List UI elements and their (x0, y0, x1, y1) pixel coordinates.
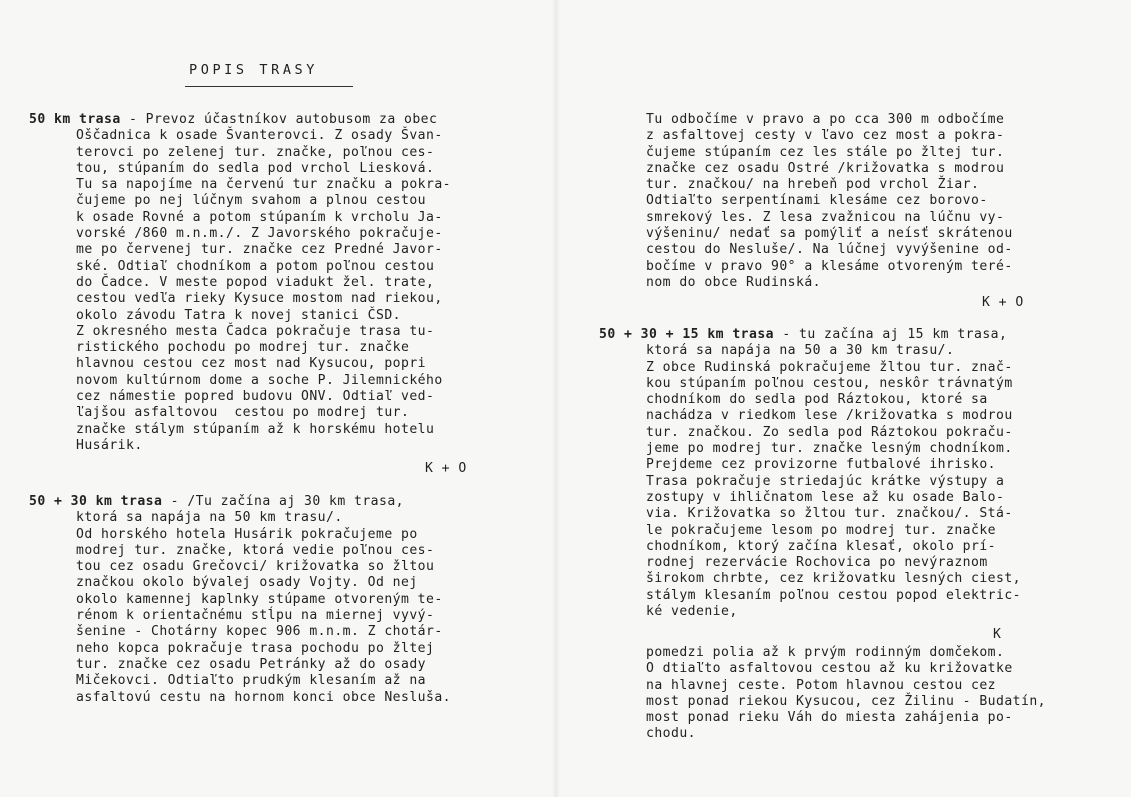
section-first-line-text: - tu začína aj 15 km trasa, (774, 327, 1008, 342)
section-continuation (599, 112, 1013, 291)
text-line: Z obce Rudinská pokračujeme žltou tur. znač- (646, 359, 1013, 375)
text-line: vorské /860 m.n.m./. Z Javorského pokračuje- (76, 226, 443, 242)
text-line: O dtiaľto asfaltovou cestou až ku križovatke (646, 661, 1013, 677)
route-mark: K + O (425, 461, 467, 476)
section-50-km (29, 112, 451, 454)
text-line: Z okresného mesta Čadca pokračuje trasa tu- (76, 323, 435, 339)
section-body (599, 343, 1021, 620)
text-line: tur. značke cez osadu Petránky až do osady (76, 656, 426, 672)
page-title: POPIS TRASY (189, 62, 319, 78)
text-line: Tu sa napojíme na červenú tur značku a pokra- (76, 177, 451, 193)
title-underline (185, 86, 353, 87)
text-line: chodníkom do sedla pod Ráztokou, ktoré sa (646, 392, 988, 408)
text-line: ristického pochodu po modrej tur. značke (76, 340, 410, 356)
text-line: stálym klesaním poľnou cestou popod elektric- (646, 587, 1021, 603)
text-line: ské. Odtiaľ chodníkom a potom poľnou cestou (76, 258, 435, 274)
text-line: Trasa pokračuje striedajúc krátke výstupy a (646, 473, 1005, 489)
text-line: terovci po zelenej tur. značke, poľnou ces- (76, 144, 435, 160)
text-line: me po červenej tur. značke cez Predné Javor- (76, 242, 443, 258)
section-heading: 50 km trasa (29, 112, 121, 127)
route-mark: K + O (982, 295, 1024, 310)
text-line: via. Križovatka so žltou tur. značkou/. Stá- (646, 506, 1013, 522)
text-line: tur. značkou/ na hrebeň pod vrchol Žiar. (646, 177, 980, 193)
text-line: tur. značkou. Zo sedla pod Ráztokou pokraču- (646, 424, 1013, 440)
text-line: k osade Rovné a potom stúpaním k vrcholu Ja- (76, 209, 443, 225)
text-line: Odtiaľto serpentínami klesáme cez borovo- (646, 193, 988, 209)
text-line: smrekový les. Z lesa zvažnicou na lúčnu vy- (646, 209, 1005, 225)
right-page (556, 0, 1131, 797)
text-line: nom do obce Rudinská. (646, 274, 821, 290)
section-first-line (599, 327, 1021, 343)
text-line: bočíme v pravo 90° a klesáme otvoreným teré- (646, 258, 1013, 274)
text-line: z asfaltovej cesty v ľavo cez most a pokra- (646, 128, 1005, 144)
section-body (29, 510, 451, 706)
text-line: asfaltovú cestu na hornom konci obce Nesluša. (76, 689, 451, 705)
text-line: čujeme stúpaním cez les stále po žltej tur. (646, 144, 1005, 160)
text-line: Tu odbočíme v pravo a po cca 300 m odbočíme (646, 112, 1005, 127)
section-heading: 50 + 30 km trasa (29, 494, 163, 509)
section-final-lines (599, 645, 1046, 743)
text-line: jeme po modrej tur. značke lesným chodníkom. (646, 441, 1013, 457)
text-line: výšeninu/ nedať sa pomýliť a neísť skrátenou (646, 226, 1013, 242)
text-line: na hlavnej ceste. Potom hlavnou cestou cez (646, 677, 996, 693)
section-body (599, 645, 1046, 743)
section-first-line-text: - /Tu začína aj 30 km trasa, (162, 494, 405, 509)
text-line: neho kopca pokračuje trasa pochodu po žltej (76, 640, 435, 656)
text-line: značke stálym stúpaním až k horskému hotelu (76, 421, 435, 437)
section-body (599, 112, 1013, 291)
text-line: chodu. (646, 726, 696, 742)
section-first-line-text: - Prevoz účastníkov autobusom za obec (120, 112, 438, 127)
text-line: ktorá sa napája na 50 km trasu/. (76, 510, 343, 526)
left-page (0, 0, 556, 797)
text-line: širokom chrbte, cez križovatku lesných ciest, (646, 571, 1021, 587)
text-line: kou stúpaním poľnou cestou, neskôr trávnatým (646, 375, 1013, 391)
text-line: Husárik. (76, 437, 143, 453)
text-line: cez námestie popred budovu ONV. Odtiaľ ved- (76, 389, 435, 405)
section-first-line (29, 494, 451, 510)
text-line: ľajšou asfaltovou cestou po modrej tur. (76, 405, 410, 421)
text-line: ké vedenie, (646, 604, 738, 620)
text-line: rénom k orientačnému stĺpu na miernej vyvý- (76, 608, 435, 624)
text-line: cestou do Nesluše/. Na lúčnej vyvýšenine od- (646, 242, 1013, 258)
section-body (29, 128, 451, 454)
section-first-line (29, 112, 451, 128)
text-line: značke cez osadu Ostré /križovatka s modrou (646, 160, 1005, 176)
text-line: Oščadnica k osade Švanterovci. Z osady Švan- (76, 128, 443, 144)
text-line: tou cez osadu Grečovci/ križovatka so žltou (76, 559, 435, 575)
text-line: Od horského hotela Husárik pokračujeme po (76, 526, 418, 542)
text-line: Mičekovci. Odtiaľto prudkým klesaním až na (76, 673, 426, 689)
text-line: cestou vedľa rieky Kysuce mostom nad riekou, (76, 291, 443, 307)
text-line: chodníkom, ktorý začína klesať, okolo prí- (646, 538, 996, 554)
text-line: okolo závodu Tatra k novej stanici ČSD. (76, 307, 401, 323)
text-line: hlavnou cestou cez most nad Kysucou, popri (76, 356, 426, 372)
text-line: rodnej rezervácie Rochovica po nevýraznom (646, 555, 988, 571)
section-50-30-km (29, 494, 451, 706)
text-line: do Čadce. V meste popod viadukt žel. trate, (76, 274, 435, 290)
section-heading: 50 + 30 + 15 km trasa (599, 327, 774, 342)
text-line: tou, stúpaním do sedla pod vrchol Liesková. (76, 160, 435, 176)
text-line: značkou okolo bývalej osady Vojty. Od nej (76, 575, 418, 591)
text-line: most ponad rieku Váh do miesta zahájenia po- (646, 710, 1013, 726)
text-line: zostupy v ihličnatom lese až ku osade Balo- (646, 489, 1005, 505)
text-line: šenine - Chotárny kopec 906 m.n.m. Z chotár- (76, 624, 443, 640)
section-50-30-15-km (599, 327, 1021, 620)
text-line: le pokračujeme lesom po modrej tur. značke (646, 522, 996, 538)
text-line: Prejdeme cez provizorne futbalové ihrisko. (646, 457, 996, 473)
text-line: nachádza v riedkom lese /križovatka s modrou (646, 408, 1013, 424)
route-mark: K (993, 627, 1002, 642)
text-line: most ponad riekou Kysucou, cez Žilinu - Budatín, (646, 693, 1046, 709)
text-line: modrej tur. značke, ktorá vedie poľnou ces- (76, 542, 435, 558)
text-line: okolo kamennej kaplnky stúpame otvoreným te- (76, 591, 443, 607)
text-line: pomedzi polia až k prvým rodinným domčekom. (646, 645, 1005, 660)
text-line: novom kultúrnom dome a soche P. Jilemnického (76, 372, 443, 388)
text-line: ktorá sa napája na 50 a 30 km trasu/. (646, 343, 955, 359)
text-line: čujeme po nej lúčnym svahom a plnou cestou (76, 193, 426, 209)
